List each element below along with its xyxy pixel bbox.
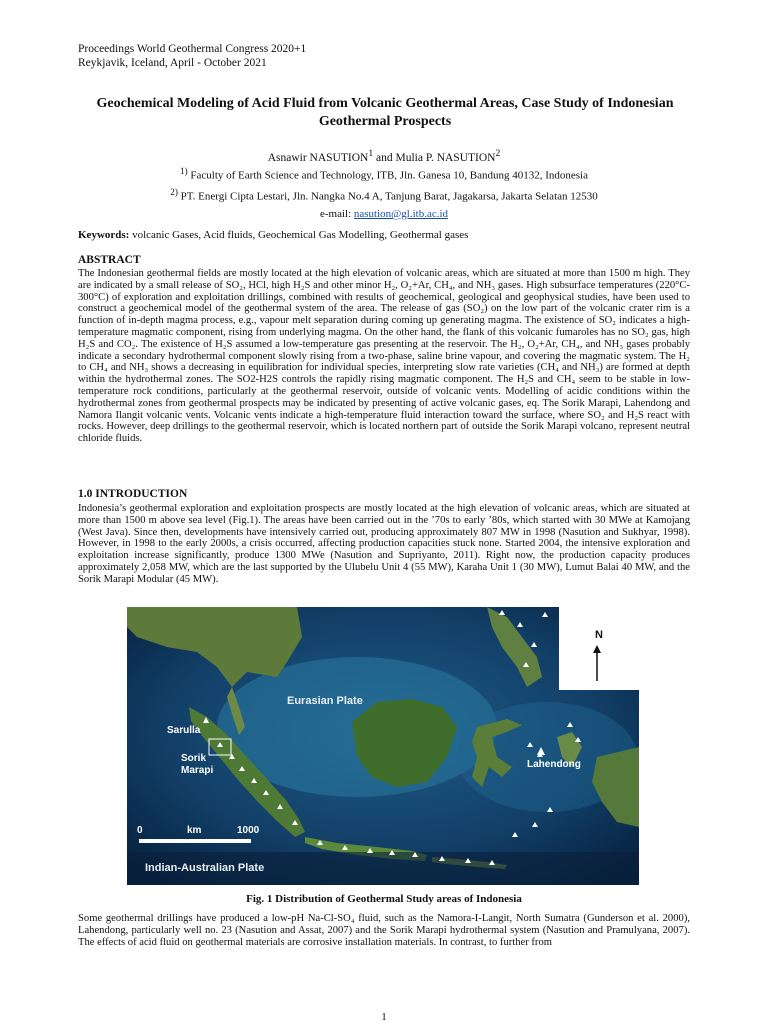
lahendong-label: Lahendong [527, 759, 581, 770]
sorik-label-line-2: Marapi [181, 765, 214, 776]
abstract-heading: ABSTRACT [78, 254, 141, 266]
affiliation-1 [0, 166, 768, 182]
sarulla-label: Sarulla [167, 725, 201, 736]
affiliation-2-sup: 2) [170, 187, 178, 197]
author-line [0, 148, 768, 164]
introduction-text: Indonesia’s geothermal exploration and exploitation prospects are mostly located at the high elevation of volcanic areas, which are situated at more than 1500 m above sea level (Fig.1). The areas have been carried out in the ’70s to early ’80s, which started with 30 MWe at Kamojang (West Java). Since then, developments have intensively carried out, producing approximately 807 MW in 1998 (Nasution and Sukhyar, 1998). However, in 1998 to the early 2000s, a crisis occurred, affecting production capacities stuck none. Started 2004, the intensive exploration and exploitation increase significantly, produce 1300 MWe (Nasution and Supriyanto, 2011). Right now, the production capacity produces approximately 2,058 MW, which are the last supported by the Ulubelu Unit 4 (55 MW), Karaha Unit 1 (30 MW), Lumut Balai 40 MW, and the Sorik Marapi Modular (45 MW). [78, 503, 690, 585]
page-number: 1 [381, 1011, 387, 1023]
north-arrow-icon [559, 607, 639, 690]
email-link[interactable]: nasution@gl.itb.ac.id [353, 208, 449, 220]
north-arrow-panel [559, 607, 639, 690]
author-1-sup: 1 [368, 148, 374, 159]
author-joiner: and [373, 151, 396, 164]
introduction-heading: 1.0 INTRODUCTION [78, 488, 188, 500]
email-line [0, 208, 768, 220]
scale-unit-label: km [187, 825, 202, 836]
header-line-2: Reykjavik, Iceland, April - October 2021 [78, 57, 267, 69]
affiliation-2-text: PT. Energi Cipta Lestari, Jln. Nangka No.4 A, Tanjung Barat, Jagakarsa, Jakarta Selatan 12530 [177, 190, 598, 203]
header-line-1: Proceedings World Geothermal Congress 2020+1 [78, 43, 307, 55]
author-2-sup: 2 [495, 148, 501, 159]
body-paragraph-after-figure: Some geothermal drillings have produced a low-pH Na-Cl-SO₄ fluid, such as the Namora-I-Langit, North Sumatra (Gunderson et al. 2000), Lahendong, particularly well no. 23 (Nasution and Assat, 2007) and the Sorik Marapi hydrothermal system (Nasution and Pramulyana, 2007). The effects of acid fluid on geothermal materials are corrosive installation materials. In contrast, to further from [78, 913, 690, 948]
keywords-line [78, 229, 468, 241]
proceedings-header [78, 42, 306, 70]
author-2: Mulia P. NASUTION [395, 151, 496, 164]
keywords-text: volcanic Gases, Acid fluids, Geochemical Gas Modelling, Geothermal gases [129, 229, 469, 241]
scale-bar-line [139, 839, 251, 843]
affiliation-1-sup: 1) [180, 166, 188, 176]
scale-1000-label: 1000 [237, 825, 260, 836]
figure-1-map [127, 607, 639, 885]
north-label: N [595, 629, 603, 641]
author-1: Asnawir NASUTION [267, 151, 369, 164]
keywords-label: Keywords: [78, 229, 130, 241]
affiliation-2 [0, 187, 768, 203]
paper-title: Geochemical Modeling of Acid Fluid from Volcanic Geothermal Areas, Case Study of Indonesian Geothermal Prospects [96, 96, 674, 129]
sorik-marapi-label [181, 753, 213, 777]
sorik-label-line-1: Sorik [181, 753, 207, 764]
abstract-text: The Indonesian geothermal fields are mostly located at the high elevation of volcanic areas, which are situated at more than 1500 m high. They are indicated by a small release of SO₂, HCl, high H₂S and other minor H₂, O₂+Ar, CH₄, and NH₃ gases. High subsurface temperatures (220°C-300°C) of exploration and exploitation drillings, combined with results of geochemical, geological and geophysical studies, have been used to construct a geochemical model of the geothermal system of the area. The release of gas (SO₂) on the low part of the volcanic crater rim is a function of in-depth magma process, e.g., vapour melt separation during coming up generating magma. The existence of SO₂ indicates a high-temperature magmatic component, rising from underlying magma. On the other hand, the flank of this volcanic fumaroles has no SO₂ gas, high H₂S and CO₂. The existence of H₂S assumed a low-temperature gas presenting at the reservoir. The H₂, O₂+Ar, CH₄, and NH₃ gases probably indicate a secondary hydrothermal component slowly rising from a two-phase, saline brine vapour, and covering the magmatic system. The H₂ to CH₄ and NH₃ shows a decreasing in equilibration for individual species, interpreting slow rate varieties (CH₄ and NH₃) are formed at depth within the hydrothermal zones. The SO2-H2S controls the rapidly rising magmatic component. The H₂S and CH₄ seem to be stable in low-temperature rock conditions, particularly at the geothermal reservoir, outside of volcanic vents. Modelling of acidic conditions within the hydrothermal zones from geothermal prospects may be indicated by presenting of active volcanic gases, eq. The Sorik Marapi, Lahendong and Namora Ilangit volcanic vents. Volcanic vents indicate a high-temperature fluid interaction toward the surface, where SO₂ and H₂S react with rocks. However, deep drillings to the geothermal reservoir, which is located northern part of outside the Sorik Marapi volcano, represent neutral chloride fluids. [78, 268, 690, 445]
indian-australian-plate-label: Indian-Australian Plate [145, 862, 265, 874]
eurasian-plate-label: Eurasian Plate [287, 695, 363, 707]
figure-1-caption: Fig. 1 Distribution of Geothermal Study areas of Indonesia [246, 893, 522, 905]
email-label: e-mail: [319, 208, 354, 220]
affiliation-1-text: Faculty of Earth Science and Technology, ITB, Jln. Ganesa 10, Bandung 40132, Indonesia [187, 169, 588, 182]
scale-zero-label: 0 [137, 825, 143, 836]
